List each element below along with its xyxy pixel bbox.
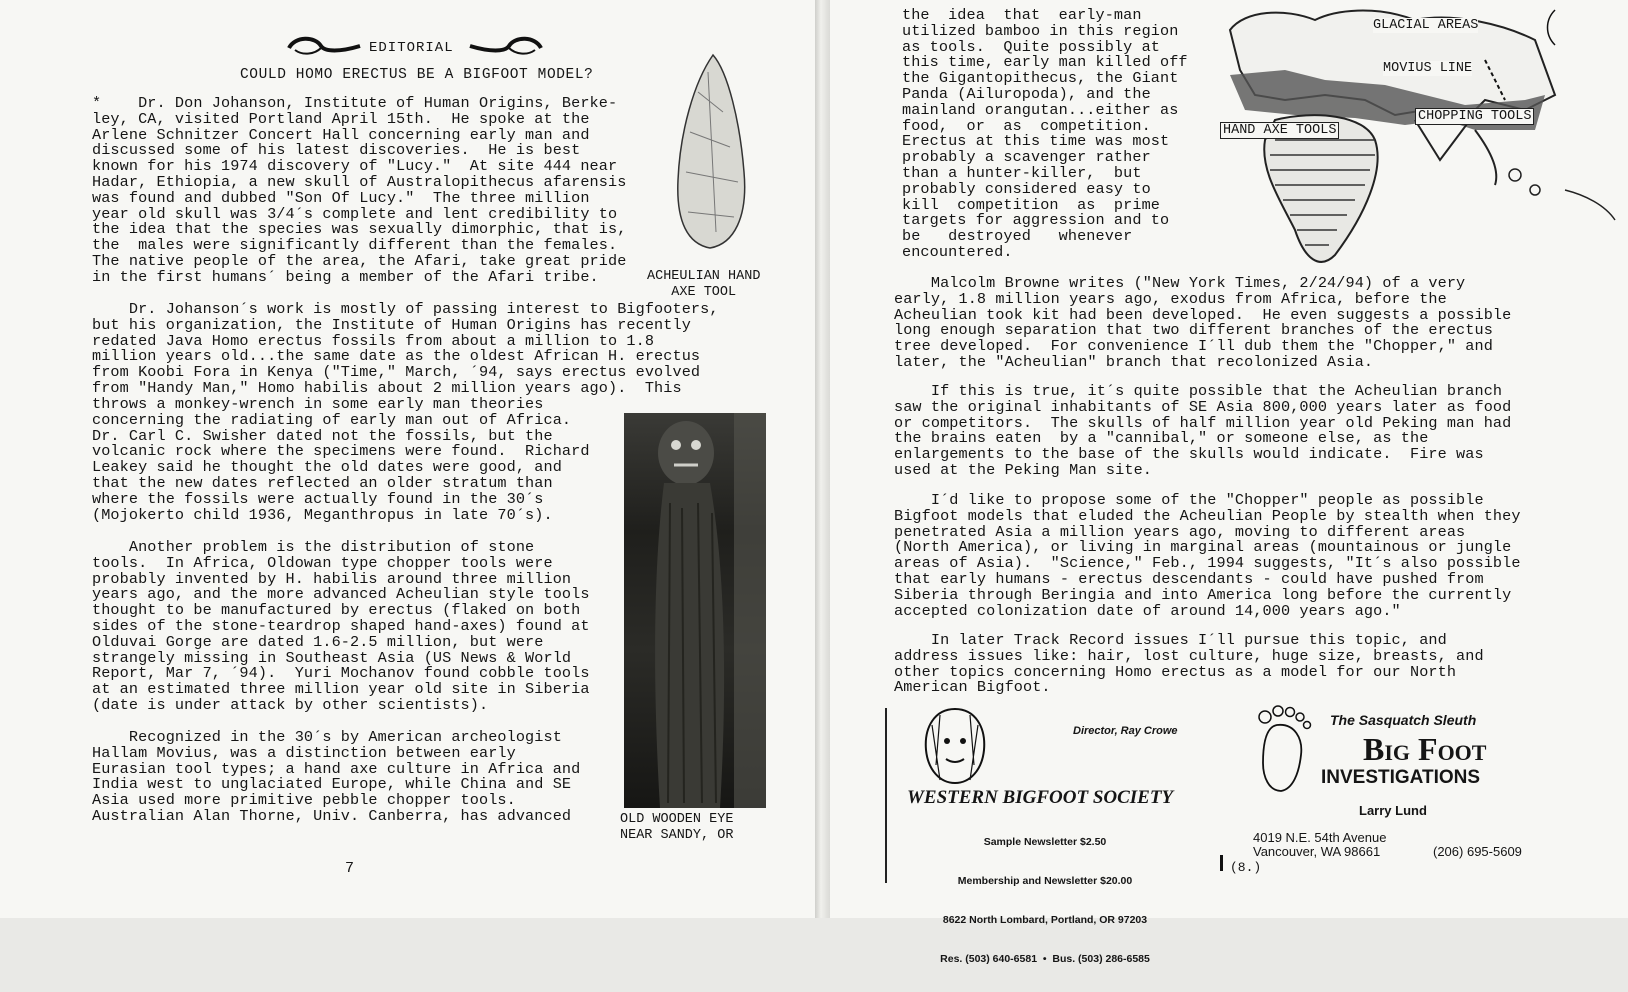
section-label: EDITORIAL <box>369 40 454 56</box>
text-line: mainland orangutan...either as <box>902 100 1179 119</box>
text-line: (date is under attack by other scientists). <box>92 695 489 714</box>
text-line: Bigfoot models that eluded the Acheulian People by stealth when they <box>894 506 1521 525</box>
text-line: million years old...the same date as the oldest African H. erectus <box>92 347 701 366</box>
text-line: targets for aggression and to <box>902 211 1170 230</box>
text-line: Leakey said he thought the old dates were good, and <box>92 458 562 477</box>
paragraph-redating-cont <box>92 397 590 523</box>
bfi-address-1: 4019 N.E. 54th Avenue <box>1253 830 1387 845</box>
text-line: Acheulian took kit had been developed. He even suggests a possible <box>894 305 1512 324</box>
text-line: food, or as competition. <box>902 116 1151 135</box>
text-line: areas of Asia). "Science," Feb., 1994 suggests, "It´s also possible <box>894 554 1521 573</box>
map-label-hand-axe: HAND AXE TOOLS <box>1220 122 1339 139</box>
text-line: encountered. <box>902 242 1013 261</box>
page-number-left: 7 <box>345 860 355 877</box>
text-line: India west to unglaciated Europe, while China and SE <box>92 775 572 794</box>
hand-axe-illustration <box>668 52 758 252</box>
text-line: Dr. Johanson´s work is mostly of passing interest to Bigfooters, <box>92 300 719 318</box>
bfi-brand-2: INVESTIGATIONS <box>1321 767 1481 788</box>
text-line: in the first humans´ being a member of the Afari tribe. <box>92 267 599 286</box>
text-line: Olduvai Gorge are dated 1.6-2.5 million, but were <box>92 632 544 651</box>
text-line: at an estimated three million year old site in Siberia <box>92 680 590 699</box>
text-line: enlargements to the base of the skulls would indicate. Fire was <box>894 445 1484 464</box>
wbs-line-2: Membership and Newsletter $20.00 <box>957 875 1133 887</box>
text-line: Report, Mar 7, ´94). Yuri Mochanov found cobble tools <box>92 664 590 683</box>
text-line: used at the Peking Man site. <box>894 460 1152 479</box>
map-label-movius: MOVIUS LINE <box>1383 61 1473 76</box>
editorial-header <box>285 34 545 60</box>
bigfoot-face-icon <box>920 705 990 785</box>
bfi-phone: (206) 695-5609 <box>1433 844 1522 859</box>
text-line: where the fossils were actually found in the 30´s <box>92 489 544 508</box>
paragraph-later <box>894 633 1484 696</box>
paragraph-johanson <box>92 96 626 286</box>
article-headline: COULD HOMO ERECTUS BE A BIGFOOT MODEL? <box>240 67 594 83</box>
advertisements <box>885 712 1585 965</box>
text-line: ACHEULIAN HAND <box>647 269 761 284</box>
text-line: was found and dubbed "Son Of Lucy." The three million <box>92 188 590 207</box>
wbs-line-1: Sample Newsletter $2.50 <box>983 836 1107 848</box>
text-line: long enough separation that two different branches of the erectus <box>894 321 1493 340</box>
text-line: but his organization, the Institute of Human Origins has recently <box>92 315 691 334</box>
text-line: probably considered easy to <box>902 179 1151 198</box>
text-line: If this is true, it´s quite possible that the Acheulian branch <box>894 382 1503 400</box>
text-line: or competitors. The skulls of half million year old Peking man had <box>894 413 1512 432</box>
text-line: this time, early man killed off <box>902 53 1188 72</box>
photo-caption <box>620 812 733 844</box>
bfi-person: Larry Lund <box>1359 803 1427 818</box>
text-line: Dr. Carl C. Swisher dated not the fossils, but the <box>92 426 553 445</box>
text-line: Australian Alan Thorne, Univ. Canberra, has advanced <box>92 806 572 825</box>
paragraph-bamboo <box>902 8 1188 261</box>
paragraph-movius <box>92 730 580 825</box>
wbs-name: WESTERN BIGFOOT SOCIETY <box>907 787 1174 808</box>
text-line: than a hunter-killer, but <box>902 163 1142 182</box>
book-gutter <box>815 0 830 918</box>
text-line: redated Java Homo erectus fossils from about a million to 1.8 <box>92 331 655 350</box>
wbs-director: Director, Ray Crowe <box>1073 725 1178 737</box>
text-line: NEAR SANDY, OR <box>620 828 734 843</box>
left-page <box>0 0 815 918</box>
text-line: Malcolm Browne writes ("New York Times, 2/24/94) of a very <box>894 274 1466 292</box>
paragraph-stone-tools <box>92 540 590 714</box>
text-line: thought to be manufactured by erectus (flaked on both <box>92 601 581 620</box>
text-line: probably invented by H. habilis around three million <box>92 569 572 588</box>
text-line: Panda (Ailuropoda), and the <box>902 84 1151 103</box>
right-page <box>830 0 1628 965</box>
text-line: throws a monkey-wrench in some early man theories <box>92 395 544 413</box>
text-line: early, 1.8 million years ago, exodus from Africa, before the <box>894 289 1447 308</box>
bfi-tagline: The Sasquatch Sleuth <box>1330 712 1477 728</box>
tool-distribution-map <box>1225 0 1628 275</box>
map-label-glacial: GLACIAL AREAS <box>1373 18 1479 33</box>
text-line: kill competition as prime <box>902 195 1160 214</box>
text-line: concerning the radiating of early man out of Africa. <box>92 410 572 429</box>
text-line: the idea that the species was sexually dimorphic, that is, <box>92 220 627 239</box>
text-line: I´d like to propose some of the "Chopper" people as possible <box>894 491 1484 509</box>
text-line: Asia used more primitive pebble chopper tools. <box>92 791 516 810</box>
text-line: known for his 1974 discovery of "Lucy." At site 444 near <box>92 157 618 176</box>
text-line: discussed some of his latest discoveries. He is best <box>92 141 581 160</box>
text-line: AXE TOOL <box>671 285 737 300</box>
page-number-right: (8.) <box>1230 860 1262 875</box>
paragraph-propose <box>894 493 1521 619</box>
text-line: the Gigantopithecus, the Giant <box>902 69 1179 88</box>
text-line: the brains eaten by a "cannibal," or someone else, as the <box>894 429 1429 448</box>
map-label-chopping: CHOPPING TOOLS <box>1415 108 1534 125</box>
paragraph-if-true <box>894 384 1511 479</box>
wbs-line-4: Res. (503) 640-6581 • Bus. (503) 286-6585 <box>940 953 1150 965</box>
text-line: address issues like: hair, lost culture, huge size, breasts, and <box>894 646 1484 665</box>
text-line: (North America), or living in marginal areas (mountainous or jungle <box>894 538 1512 557</box>
text-line: that early humans - erectus descendants - could have pushed from <box>894 569 1484 588</box>
text-line: Another problem is the distribution of stone <box>92 538 535 556</box>
text-line: (Mojokerto child 1936, Meganthropus in late 70´s). <box>92 505 553 524</box>
text-line: year old skull was 3/4´s complete and lent credibility to <box>92 204 618 223</box>
bfi-address-2: Vancouver, WA 98661 <box>1253 844 1381 859</box>
text-line: Erectus at this time was most <box>902 132 1170 151</box>
wooden-sculpture-photo <box>624 413 766 808</box>
text-line: from "Handy Man," Homo habilis about 2 million years ago). This <box>92 378 682 397</box>
footprint-icon <box>1247 703 1322 793</box>
wbs-details <box>915 810 1175 992</box>
text-line: American Bigfoot. <box>894 678 1051 697</box>
text-line: strangely missing in Southeast Asia (US News & World <box>92 648 572 667</box>
text-line: * Dr. Don Johanson, Institute of Human Origins, Berke- <box>92 94 618 112</box>
text-line: probably a scavenger rather <box>902 148 1151 167</box>
text-line: years ago, and the more advanced Acheulian style tools <box>92 585 590 604</box>
text-line: saw the original inhabitants of SE Asia 800,000 years later as food <box>894 397 1512 416</box>
text-line: the idea that early-man <box>902 6 1142 24</box>
text-line: from Koobi Fora in Kenya ("Time," March, ´94, says erectus evolved <box>92 363 701 382</box>
text-line: be destroyed whenever <box>902 227 1133 246</box>
text-line: Hadar, Ethiopia, a new skull of Australopithecus afarensis <box>92 172 627 191</box>
axe-caption <box>647 269 760 301</box>
text-line: OLD WOODEN EYE <box>620 812 734 827</box>
text-line: tree developed. For convenience I´ll dub them the "Chopper," and <box>894 337 1493 356</box>
wbs-line-3: 8622 North Lombard, Portland, OR 97203 <box>942 914 1148 926</box>
text-line: Hallam Movius, was a distinction between early <box>92 743 516 762</box>
text-line: sides of the stone-teardrop shaped hand-axes) found at <box>92 616 590 635</box>
text-line: volcanic rock where the specimens were found. Richard <box>92 442 590 461</box>
paragraph-browne <box>894 276 1511 371</box>
text-line: Recognized in the 30´s by American archeologist <box>92 728 562 746</box>
text-line: Arlene Schnitzer Concert Hall concerning early man and <box>92 125 590 144</box>
text-line: accepted colonization date of around 14,000 years ago." <box>894 601 1401 620</box>
text-line: later, the "Acheulian" branch that recolonized Asia. <box>894 352 1374 371</box>
paragraph-redating <box>92 302 719 397</box>
text-line: as tools. Quite possibly at <box>902 37 1160 56</box>
text-line: The native people of the area, the Afari, take great pride <box>92 251 627 270</box>
text-line: that the new dates reflected an older stratum than <box>92 473 553 492</box>
text-line: other topics concerning Homo erectus as a model for our North <box>894 662 1457 681</box>
text-line: tools. In Africa, Oldowan type chopper tools were <box>92 553 553 572</box>
text-line: ley, CA, visited Portland April 15th. He spoke at the <box>92 109 590 128</box>
text-line: In later Track Record issues I´ll pursue this topic, and <box>894 631 1447 649</box>
bfi-brand: Big Foot <box>1363 731 1487 767</box>
text-line: Eurasian tool types; a hand axe culture in Africa and <box>92 759 581 778</box>
text-line: Siberia through Beringia and into America long before the currently <box>894 585 1512 604</box>
text-line: utilized bamboo in this region <box>902 21 1179 40</box>
text-line: the males were significantly different than the females. <box>92 236 618 255</box>
text-line: penetrated Asia a million years ago, moving to different areas <box>894 522 1466 541</box>
